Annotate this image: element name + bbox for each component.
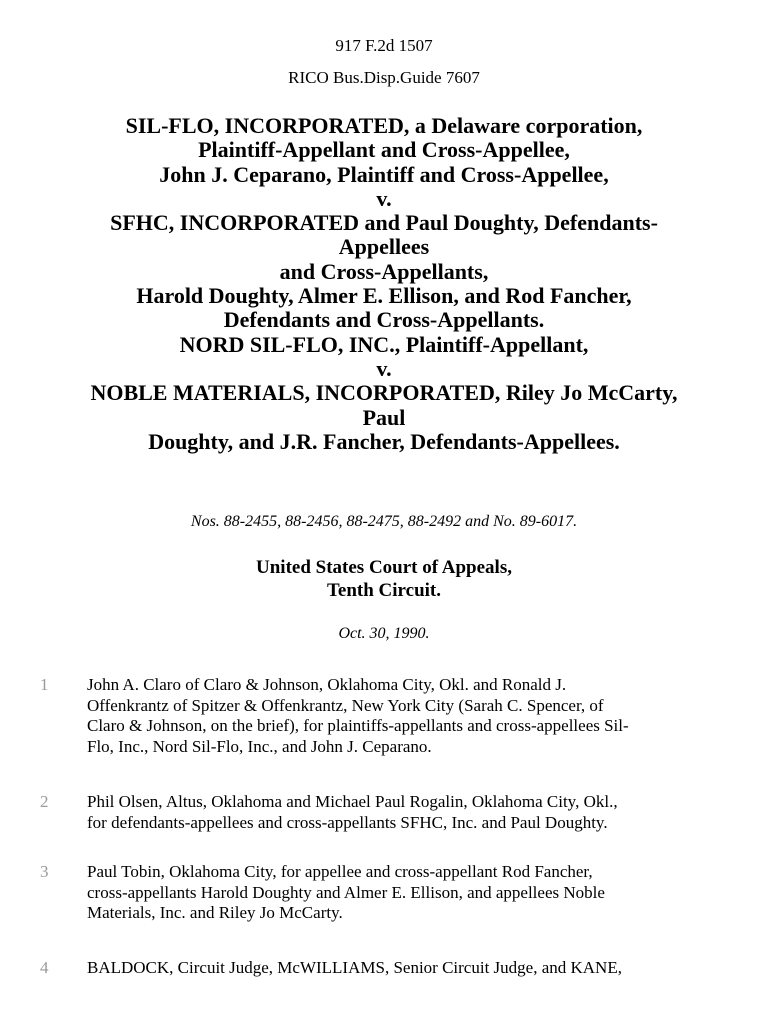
caption-line: and Cross-Appellants, [279,258,489,284]
paragraph-number: 4 [40,958,49,977]
paragraph-line: Claro & Johnson, on the brief), for plaintiffs-appellants and cross-appellees Sil- [87,716,629,736]
paragraph-line: Paul Tobin, Oklahoma City, for appellee and cross-appellant Rod Fancher, [87,862,593,881]
paragraph-line: John A. Claro of Claro & Johnson, Oklahoma City, Okl. and Ronald J. [87,675,567,694]
reporter-citation: 917 F.2d 1507 [335,36,433,55]
rico-citation: RICO Bus.Disp.Guide 7607 [288,68,480,87]
caption-line: Doughty, and J.R. Fancher, Defendants-Appellees. [148,428,620,454]
paragraph-text [87,862,727,924]
caption-line: NORD SIL-FLO, INC., Plaintiff-Appellant, [179,331,589,357]
caption-line: John J. Ceparano, Plaintiff and Cross-Appellee, [159,161,609,187]
caption-line: Paul [362,404,406,430]
paragraph-line: Flo, Inc., Nord Sil-Flo, Inc., and John J. Ceparano. [87,737,432,757]
paragraph-number: 1 [40,675,49,694]
caption-line: v. [376,185,392,211]
caption-line: Appellees [338,234,430,260]
paragraph-line: for defendants-appellees and cross-appellants SFHC, Inc. and Paul Doughty. [87,812,608,832]
paragraph-line: Offenkrantz of Spitzer & Offenkrantz, New York City (Sarah C. Spencer, of [87,695,604,715]
caption-line: SIL-FLO, INCORPORATED, a Delaware corporation, [125,113,643,138]
paragraph-text [87,958,727,979]
docket-numbers: Nos. 88-2455, 88-2456, 88-2475, 88-2492 and No. 89-6017. [190,513,578,530]
court-line: Tenth Circuit. [326,580,442,601]
paragraph-line: Materials, Inc. and Riley Jo McCarty. [87,903,343,923]
caption-line: Defendants and Cross-Appellants. [223,307,545,333]
court-name [0,556,768,602]
paragraph-number: 2 [40,792,49,811]
paragraph-text [87,792,727,833]
paragraph-number: 3 [40,862,49,881]
caption-line: v. [376,355,392,381]
caption-line: SFHC, INCORPORATED and Paul Doughty, Defendants- [110,210,658,236]
decision-date: Oct. 30, 1990. [338,625,430,642]
paragraph-line: Phil Olsen, Altus, Oklahoma and Michael Paul Rogalin, Oklahoma City, Okl., [87,792,618,811]
paragraph-line: cross-appellants Harold Doughty and Almer E. Ellison, and appellees Noble [87,882,605,902]
caption-line: Harold Doughty, Almer E. Ellison, and Rod Fancher, [136,283,632,309]
paragraph-text [87,675,727,758]
paragraph-line: BALDOCK, Circuit Judge, McWILLIAMS, Senior Circuit Judge, and KANE, [87,958,622,977]
caption-line: Plaintiff-Appellant and Cross-Appellee, [198,137,570,163]
case-caption [20,114,748,454]
court-line: United States Court of Appeals, [256,557,512,578]
caption-line: NOBLE MATERIALS, INCORPORATED, Riley Jo McCarty, [90,380,678,406]
